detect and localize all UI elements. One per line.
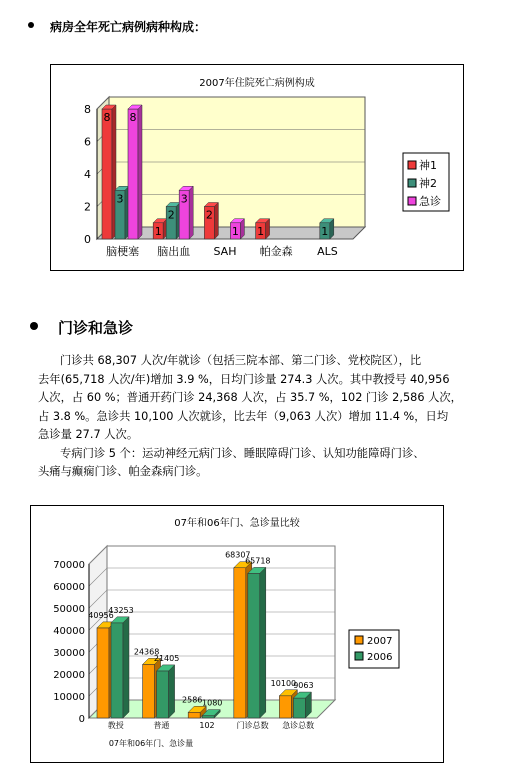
chart2-data-label: 9063 xyxy=(293,681,314,691)
chart1-x-tick-label: 帕金森 xyxy=(259,245,293,258)
paragraph-line: 专病门诊 5 个：运动神经元病门诊、睡眠障碍门诊、认知功能障碍门诊、 xyxy=(60,446,425,460)
chart1-x-tick-label: ALS xyxy=(317,245,338,258)
chart1-legend-label: 急诊 xyxy=(419,195,441,208)
chart1-legend-swatch xyxy=(408,161,416,169)
chart2-y-tick-label: 40000 xyxy=(53,626,85,637)
chart2-bar xyxy=(111,623,123,718)
chart2-y-tick-label: 70000 xyxy=(53,560,85,571)
chart2-title: 07年和06年门、急诊量比较 xyxy=(174,518,300,529)
chart2-legend-label: 2006 xyxy=(367,652,393,663)
chart2-data-label: 65718 xyxy=(245,556,271,566)
chart1-data-label: 8 xyxy=(103,111,111,124)
chart2-data-label: 43253 xyxy=(108,605,134,615)
chart1-svg xyxy=(51,65,463,270)
chart1-y-tick-label: 2 xyxy=(84,200,91,214)
chart2-data-label: 2586 xyxy=(182,695,203,705)
chart2-x-axis-title: 07年和06年门、急诊量 xyxy=(108,739,194,748)
chart1-x-tick-label: 脑梗塞 xyxy=(106,245,140,258)
chart1-y-tick-label: 6 xyxy=(84,135,91,149)
chart1-y-tick-label: 0 xyxy=(84,233,91,246)
chart2-y-tick-label: 30000 xyxy=(53,648,85,659)
chart2-bar xyxy=(188,712,200,718)
chart1-y-tick-label: 8 xyxy=(84,103,91,116)
paragraph-line: 头痛与癫痫门诊、帕金森病门诊。 xyxy=(38,465,208,478)
chart1-title: 2007年住院死亡病例构成 xyxy=(199,78,315,89)
chart2-data-label: 1080 xyxy=(202,698,223,708)
chart1-data-label: 2 xyxy=(205,208,213,222)
chart2-y-tick-label: 10000 xyxy=(53,692,85,703)
chart2-y-tick-label: 60000 xyxy=(53,582,85,593)
chart2-bar xyxy=(234,568,246,718)
chart2-legend-label: 2007 xyxy=(367,636,393,647)
chart2-bar-side xyxy=(260,567,266,718)
section-heading-outpatient: 门诊和急诊 xyxy=(58,319,134,337)
section-heading-deaths: 病房全年死亡病例病种构成： xyxy=(50,20,207,34)
chart2-data-label: 68307 xyxy=(225,550,251,560)
chart1-bar xyxy=(102,109,112,239)
chart1-frame xyxy=(50,64,464,271)
paragraph-line: 急诊量 27.7 人次。 xyxy=(38,428,139,441)
chart2-x-tick-label: 普通 xyxy=(153,721,170,730)
chart1-bar-side xyxy=(214,203,218,240)
chart2-bar xyxy=(293,698,305,718)
chart2-y-tick-label: 50000 xyxy=(53,604,85,615)
paragraph-line: 门诊共 68,307 人次/年就诊（包括三院本部、第二门诊、党校院区），比 xyxy=(60,354,422,367)
chart1-data-label: 1 xyxy=(321,224,329,238)
chart2-bar xyxy=(248,573,260,718)
chart1-data-label: 3 xyxy=(180,192,188,206)
chart2-bar-side xyxy=(169,665,175,718)
bullet-icon xyxy=(28,22,34,28)
chart2-bar-side xyxy=(123,617,129,718)
paragraph-line: 人次，占 60 %；普通开药门诊 24,368 人次，占 35.7 %，102 门诊 2,586 人次， xyxy=(38,391,462,404)
chart2-data-label: 40956 xyxy=(88,610,114,620)
chart1-x-tick-label: SAH xyxy=(213,245,237,258)
chart1-legend-swatch xyxy=(408,179,416,187)
chart2-bar xyxy=(97,628,109,718)
chart1-x-tick-label: 脑出血 xyxy=(157,245,191,258)
chart2-data-label: 21405 xyxy=(153,653,180,663)
chart1-y-tick-label: 4 xyxy=(84,168,91,181)
chart2-bar xyxy=(279,696,291,718)
chart2-x-tick-label: 门诊总数 xyxy=(236,721,269,730)
chart1-legend-swatch xyxy=(408,197,416,205)
chart2-y-tick-label: 20000 xyxy=(53,670,85,681)
bullet-icon xyxy=(30,322,38,330)
chart1-data-label: 1 xyxy=(154,224,162,238)
outpatient-paragraph xyxy=(38,352,478,482)
chart1-data-label: 1 xyxy=(231,224,239,238)
chart2-back-wall xyxy=(107,546,335,700)
chart2-bar xyxy=(157,671,169,718)
chart1-legend-label: 神2 xyxy=(419,177,437,190)
chart1-data-label: 2 xyxy=(167,208,175,222)
chart2-y-tick-label: 0 xyxy=(78,714,85,725)
chart1-data-label: 8 xyxy=(129,111,137,124)
chart1-legend-label: 神1 xyxy=(419,159,437,172)
chart2-legend-swatch xyxy=(355,652,363,660)
chart2-legend-swatch xyxy=(355,636,363,644)
chart2-x-tick-label: 教授 xyxy=(107,721,124,730)
chart2-x-tick-label: 急诊总数 xyxy=(282,721,315,730)
chart1-data-label: 1 xyxy=(257,224,265,238)
paragraph-line: 去年(65,718 人次/年)增加 3.9 %，日均门诊量 274.3 人次。其中教授号 40,956 xyxy=(38,372,450,386)
chart2-svg xyxy=(31,506,443,762)
chart1-bar xyxy=(128,109,138,239)
chart2-x-tick-label: 102 xyxy=(199,721,215,730)
chart2-bar xyxy=(202,716,214,718)
chart2-bar xyxy=(143,664,155,718)
chart2-data-label: 24368 xyxy=(133,647,160,657)
chart2-frame xyxy=(30,505,444,763)
paragraph-line: 占 3.8 %。急诊共 10,100 人次就诊，比去年（9,063 人次）增加 11.4 %，日均 xyxy=(38,409,449,423)
chart1-bar-side xyxy=(138,105,142,239)
chart2-data-label: 10100 xyxy=(270,678,297,688)
chart1-data-label: 3 xyxy=(116,192,124,206)
chart1-bar-side xyxy=(189,186,193,239)
